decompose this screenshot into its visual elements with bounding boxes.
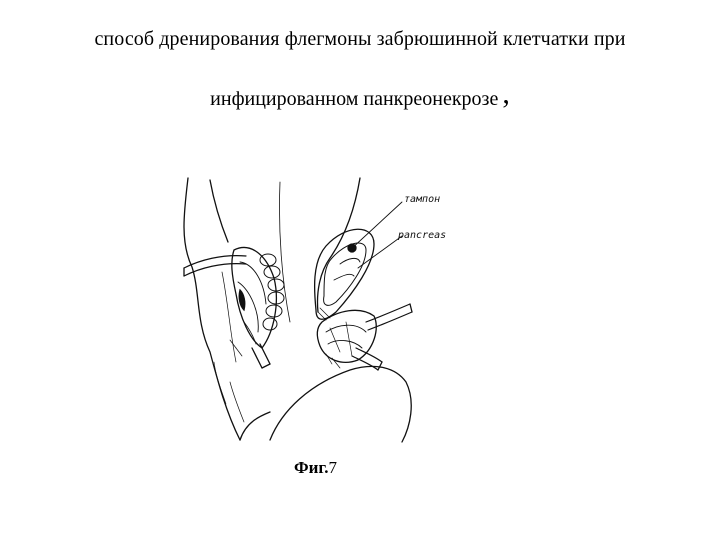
figure-caption [294, 458, 337, 478]
tampon-pointer [350, 202, 402, 250]
left-incision [232, 248, 277, 348]
slide-title-line-2 [0, 79, 720, 113]
title-comma: , [502, 77, 510, 110]
body-outline-left [184, 178, 240, 440]
figure-caption-prefix: Фиг. [294, 458, 329, 477]
right-incision-inner [324, 243, 366, 305]
buttock-inner [240, 412, 270, 440]
label-tampon: тампон [404, 194, 441, 205]
slide-title-text: инфицированном панкреонекрозе [210, 88, 499, 110]
spine-line [279, 182, 290, 322]
left-drain-tube [184, 256, 246, 268]
figure-number: 7 [328, 458, 337, 477]
right-drain-tube [366, 304, 410, 322]
surgical-drainage-illustration [170, 172, 480, 444]
buttock-curve [270, 366, 411, 442]
right-incision-outer [315, 229, 374, 319]
left-lower-drain-tube [252, 348, 262, 368]
label-pancreas: pancreas [398, 230, 447, 241]
pancreas-pointer [358, 236, 402, 268]
slide-title-line-1: способ дренирования флегмоны забрюшинной клетчатки при [94, 28, 626, 50]
body-outline-inner-left [210, 180, 228, 242]
illustration-svg [170, 172, 480, 444]
